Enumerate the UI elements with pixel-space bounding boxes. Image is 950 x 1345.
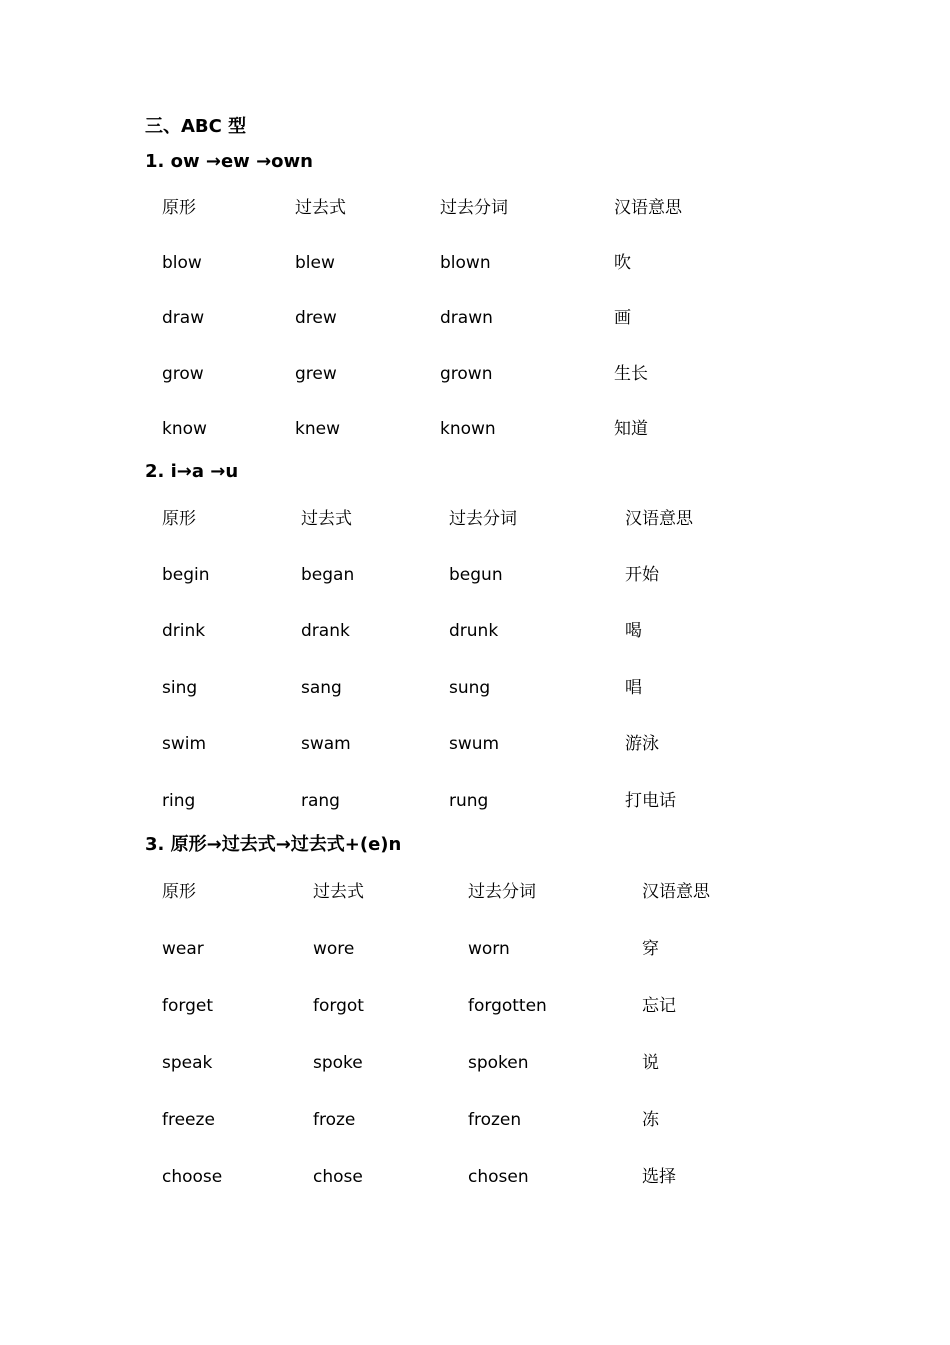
table-cell: know — [162, 419, 207, 439]
table-cell: grew — [295, 364, 337, 384]
table-header-cell: 原形 — [162, 882, 196, 902]
table-cell: blew — [295, 253, 335, 273]
table-cell: 冻 — [642, 1110, 659, 1130]
table-cell: forgotten — [468, 996, 547, 1016]
table-cell: knew — [295, 419, 340, 439]
table-cell: speak — [162, 1053, 213, 1073]
table-cell: grown — [440, 364, 493, 384]
table-cell: freeze — [162, 1110, 215, 1130]
table-cell: sung — [449, 678, 491, 698]
table-header-cell: 原形 — [162, 509, 196, 529]
table-cell: grow — [162, 364, 204, 384]
table-cell: 打电话 — [625, 791, 676, 811]
table-cell: forgot — [313, 996, 364, 1016]
table-cell: drink — [162, 621, 206, 641]
section-heading: 3. 原形→过去式→过去式+(e)n — [145, 834, 402, 855]
table-cell: 生长 — [614, 364, 648, 384]
page-title: 三、ABC 型 — [145, 116, 247, 137]
table-cell: frozen — [468, 1110, 522, 1130]
table-cell: worn — [468, 939, 510, 959]
table-cell: froze — [313, 1110, 356, 1130]
table-cell: swum — [449, 734, 500, 754]
table-cell: 画 — [614, 308, 631, 328]
table-cell: spoke — [313, 1053, 363, 1073]
table-cell: 唱 — [625, 678, 642, 698]
table-cell: began — [301, 565, 355, 585]
table-cell: drunk — [449, 621, 499, 641]
section-heading: 1. ow →ew →own — [145, 151, 313, 172]
table-cell: sang — [301, 678, 342, 698]
table-cell: drawn — [440, 308, 493, 328]
table-cell: chosen — [468, 1167, 529, 1187]
table-cell: drank — [301, 621, 350, 641]
table-cell: choose — [162, 1167, 223, 1187]
table-cell: 吹 — [614, 253, 631, 273]
table-header-cell: 汉语意思 — [625, 509, 693, 529]
table-cell: drew — [295, 308, 337, 328]
table-cell: spoken — [468, 1053, 529, 1073]
table-cell: 忘记 — [642, 996, 676, 1016]
table-cell: rang — [301, 791, 340, 811]
table-cell: 知道 — [614, 419, 648, 439]
table-cell: known — [440, 419, 496, 439]
table-cell: 说 — [642, 1053, 659, 1073]
table-cell: sing — [162, 678, 198, 698]
table-header-cell: 过去分词 — [449, 509, 517, 529]
table-cell: 选择 — [642, 1167, 676, 1187]
table-header-cell: 汉语意思 — [614, 198, 682, 218]
table-header-cell: 汉语意思 — [642, 882, 710, 902]
table-cell: blow — [162, 253, 202, 273]
table-cell: 穿 — [642, 939, 659, 959]
section-heading: 2. i→a →u — [145, 461, 239, 482]
table-cell: begun — [449, 565, 503, 585]
table-cell: begin — [162, 565, 210, 585]
table-cell: chose — [313, 1167, 363, 1187]
table-cell: wore — [313, 939, 355, 959]
table-cell: 游泳 — [625, 734, 659, 754]
table-cell: forget — [162, 996, 213, 1016]
table-header-cell: 过去式 — [295, 198, 346, 218]
table-cell: ring — [162, 791, 196, 811]
table-header-cell: 原形 — [162, 198, 196, 218]
table-cell: wear — [162, 939, 204, 959]
table-cell: swam — [301, 734, 351, 754]
table-cell: swim — [162, 734, 207, 754]
table-cell: 开始 — [625, 565, 659, 585]
table-header-cell: 过去分词 — [440, 198, 508, 218]
table-header-cell: 过去式 — [313, 882, 364, 902]
table-cell: blown — [440, 253, 491, 273]
table-header-cell: 过去式 — [301, 509, 352, 529]
table-cell: rung — [449, 791, 489, 811]
table-header-cell: 过去分词 — [468, 882, 536, 902]
table-cell: draw — [162, 308, 205, 328]
table-cell: 喝 — [625, 621, 642, 641]
